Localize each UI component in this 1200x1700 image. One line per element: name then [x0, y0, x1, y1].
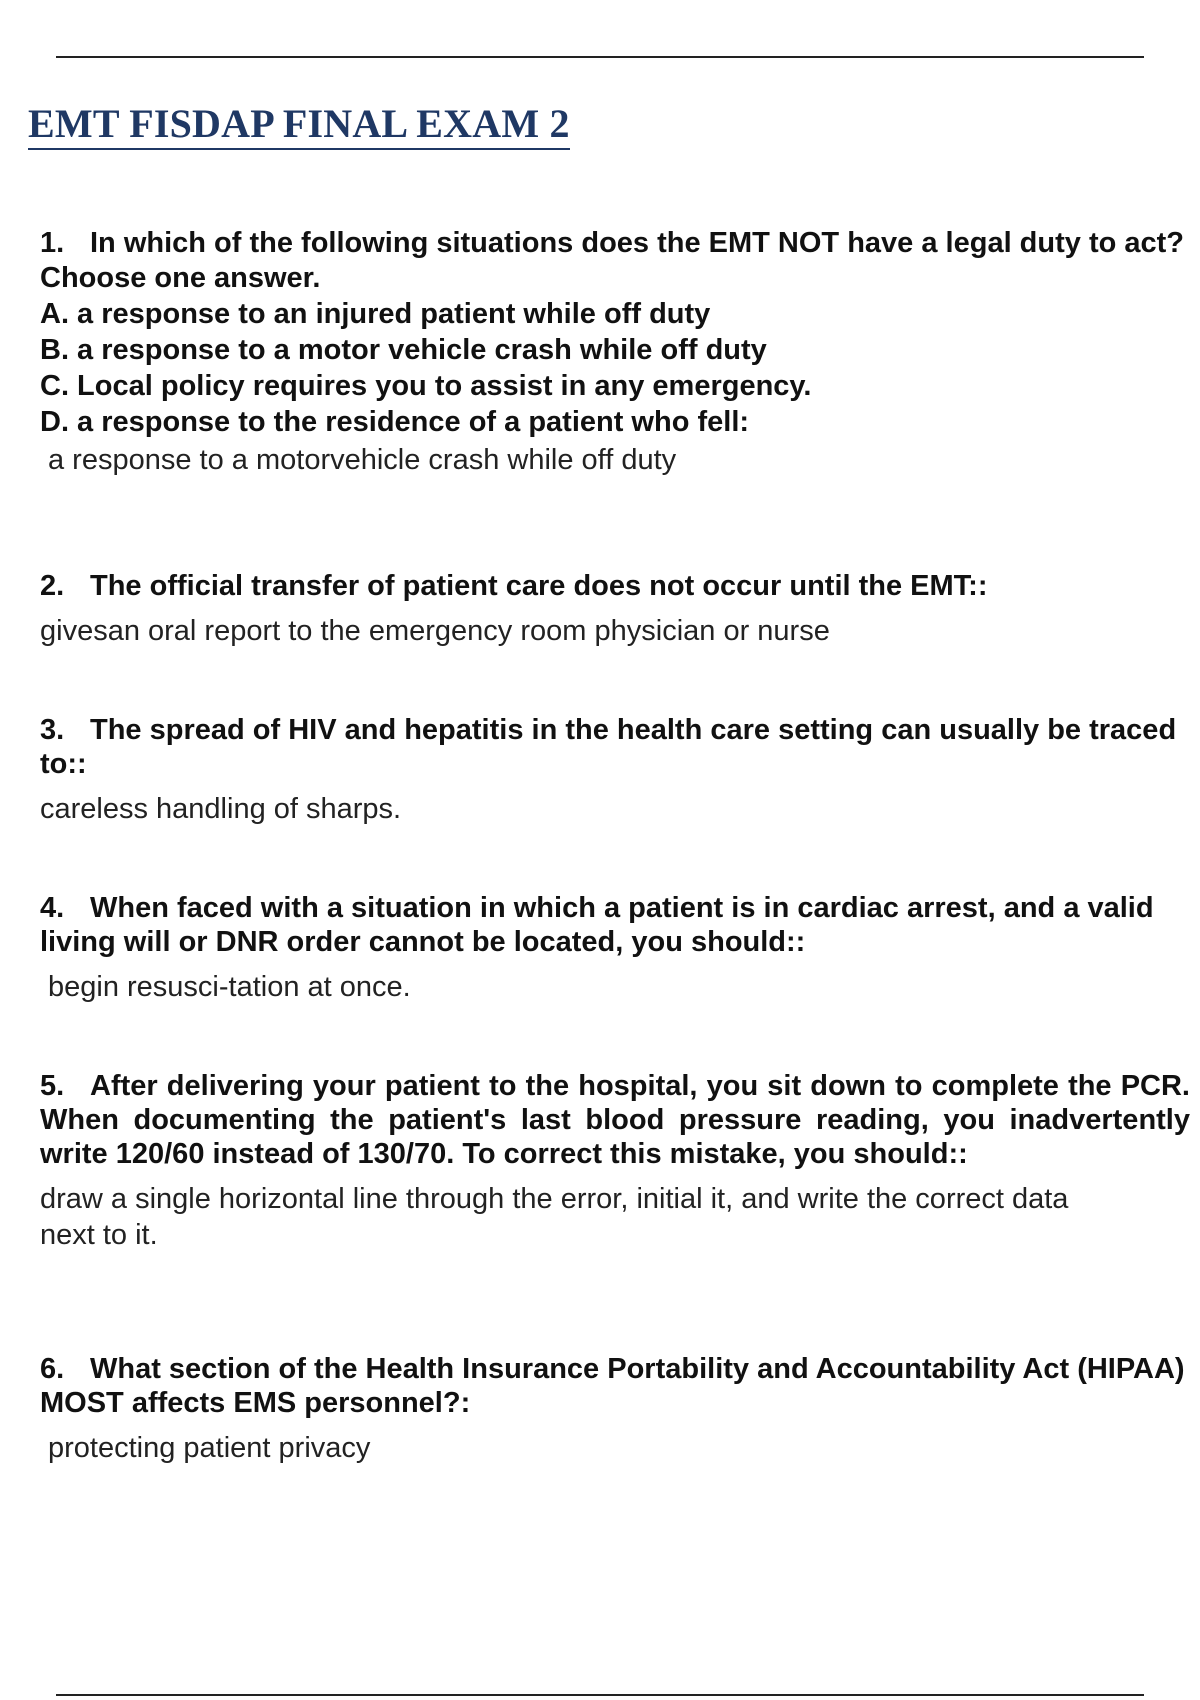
question-5 [40, 1069, 1190, 1171]
question-block-2 [40, 569, 1190, 649]
question-block-3 [40, 713, 1190, 827]
question-text: The spread of HIV and hepatitis in the health care setting can usually be traced to:: [40, 714, 1177, 780]
answer-6: protecting patient privacy [48, 1432, 371, 1464]
question-3 [40, 713, 1190, 781]
question-block-1 [40, 226, 1190, 478]
question-6 [40, 1352, 1190, 1420]
bottom-rule [56, 1694, 1144, 1696]
question-text: After delivering your patient to the hospital, you sit down to complete the PCR. When documenting the patient's last blood pressure reading, you inadvertently write 120/60 instead of 130/70. To correct this mistake, you should:: [40, 1070, 1190, 1170]
top-rule [56, 56, 1144, 58]
answer-3: careless handling of sharps. [40, 793, 402, 825]
question-4 [40, 891, 1190, 959]
question-text: When faced with a situation in which a patient is in cardiac arrest, and a valid living will or DNR order cannot be located, you should:: [40, 892, 1154, 958]
option-a: A. a response to an injured patient while off duty [40, 298, 711, 330]
question-instruction: Choose one answer. [40, 262, 321, 294]
question-block-5 [40, 1069, 1190, 1253]
answer-5: draw a single horizontal line through the error, initial it, and write the correct data next to it. [40, 1183, 1069, 1251]
question-number: 1. [40, 227, 65, 259]
question-text: In which of the following situations does the EMT NOT have a legal duty to act? [90, 227, 1185, 259]
question-1 [40, 226, 1190, 260]
answer-4: begin resusci-tation at once. [48, 971, 411, 1003]
question-block-4 [40, 891, 1190, 1005]
answer-1: a response to a motorvehicle crash while off duty [48, 444, 677, 476]
question-block-6 [40, 1352, 1190, 1466]
question-text: The official transfer of patient care does not occur until the EMT:: [90, 570, 988, 602]
answer-2: givesan oral report to the emergency room physician or nurse [40, 615, 830, 647]
question-number: 6. [40, 1353, 65, 1385]
option-c: C. Local policy requires you to assist in any emergency. [40, 370, 812, 402]
question-number: 5. [40, 1070, 65, 1102]
question-number: 4. [40, 892, 65, 924]
option-b: B. a response to a motor vehicle crash while off duty [40, 334, 767, 366]
question-2 [40, 569, 1190, 603]
question-text: What section of the Health Insurance Portability and Accountability Act (HIPAA) MOST affects EMS personnel?: [40, 1353, 1185, 1419]
option-d: D. a response to the residence of a patient who fell: [40, 406, 750, 438]
question-number: 3. [40, 714, 65, 746]
document-title: EMT FISDAP FINAL EXAM 2 [28, 100, 570, 150]
question-number: 2. [40, 570, 65, 602]
